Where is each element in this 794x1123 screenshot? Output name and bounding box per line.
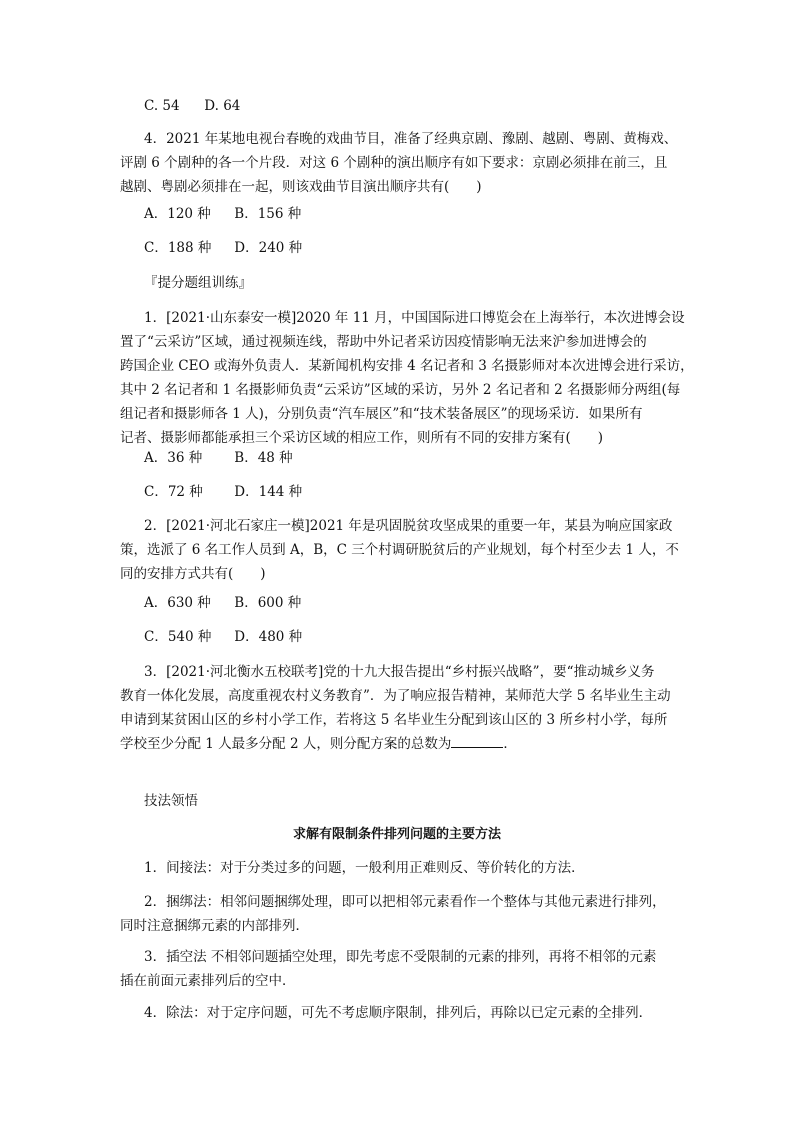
- question-line: 置了“云采访”区域，通过视频连线，帮助中外记者采访因疫情影响无法来沪参加进博会的: [120, 334, 647, 350]
- question-line: 同的安排方式共有( ): [120, 566, 266, 582]
- option-c: C．540 种: [144, 629, 212, 645]
- training-question-3: [120, 660, 682, 756]
- method-line: 同时注意捆绑元素的内部排列．: [120, 918, 309, 934]
- section-heading: 『提分题组训练』: [144, 275, 252, 291]
- training-question-2-options-cd: [144, 627, 302, 647]
- question-line: 记者、摄影师都能承担三个采访区域的相应工作，则所有不同的安排方案有( ): [120, 430, 604, 446]
- question-line: 教育一体化发展，高度重视农村义务教育”．为了响应报告精神，某师范大学 5 名毕业生主动: [120, 688, 671, 704]
- question-4-line: 评剧 6 个剧种的各一个片段．对这 6 个剧种的演出顺序有如下要求：京剧必须排在前三，且: [120, 155, 668, 171]
- question-4-options-cd: [144, 238, 302, 258]
- option-d: D. 64: [204, 98, 241, 114]
- option-d: D．144 种: [234, 484, 303, 500]
- option-b: B．600 种: [234, 595, 302, 611]
- question-line: 策，选派了 6 名工作人员到 A，B，C 三个村调研脱贫后的产业规划，每个村至少去 1 人，不: [120, 542, 679, 558]
- option-d: D．240 种: [234, 240, 303, 256]
- method-item-1: [120, 856, 682, 880]
- question-line: 3．[2021·河北衡水五校联考]党的十九大报告提出“乡村振兴战略”，要“推动城乡义务: [144, 664, 655, 680]
- option-a: A．120 种: [144, 206, 211, 222]
- method-line: 2．捆绑法：相邻问题捆绑处理，即可以把相邻元素看作一个整体与其他元素进行排列，: [144, 894, 666, 910]
- question-line: 其中 2 名记者和 1 名摄影师负责“云采访”区域的采访，另外 2 名记者和 2 名摄影师分两组(每: [120, 382, 681, 398]
- question-line: 申请到某贫困山区的乡村小学工作，若将这 5 名毕业生分配到该山区的 3 所乡村小学，每所: [120, 712, 668, 728]
- prev-question-options: [144, 96, 240, 116]
- question-line: 2．[2021·河北石家庄一模]2021 年是巩固脱贫攻坚成果的重要一年，某县为响应国家政: [144, 518, 673, 534]
- option-c: C. 54: [144, 98, 180, 114]
- question-line: 1．[2021·山东泰安一模]2020 年 11 月，中国国际进口博览会在上海举行，本次进博会设: [144, 310, 685, 326]
- training-question-1-options-cd: [144, 482, 302, 502]
- answer-blank: [451, 733, 503, 748]
- option-d: D．480 种: [234, 629, 303, 645]
- question-line: 跨国企业 CEO 或海外负责人．某新闻机构安排 4 名记者和 3 名摄影师对本次进博会进行采访，: [120, 358, 694, 374]
- training-question-2-options-ab: [144, 593, 301, 613]
- option-a: A．630 种: [144, 595, 211, 611]
- training-question-1-options-ab: [144, 448, 293, 468]
- option-a: A．36 种: [144, 450, 203, 466]
- question-4-line: 越剧、粤剧必须排在一起，则该戏曲节目演出顺序共有( ): [120, 179, 482, 195]
- option-c: C．188 种: [144, 240, 212, 256]
- method-item-2: [120, 890, 682, 938]
- question-line-last: [120, 732, 682, 756]
- method-item-3: [120, 945, 682, 993]
- method-title: 求解有限制条件排列问题的主要方法: [292, 827, 501, 842]
- method-label: 技法领悟: [144, 793, 198, 809]
- option-b: B．156 种: [234, 206, 302, 222]
- method-item-4: [120, 1001, 682, 1025]
- option-c: C．72 种: [144, 484, 203, 500]
- question-end-mark: ．: [503, 736, 517, 752]
- method-line: 4．除法：对于定序问题，可先不考虑顺序限制，排列后，再除以已定元素的全排列．: [144, 1005, 653, 1021]
- training-question-1: [120, 306, 694, 450]
- question-4-options-ab: [144, 204, 301, 224]
- option-b: B．48 种: [234, 450, 293, 466]
- method-line: 3．插空法 不相邻问题插空处理，即先考虑不受限制的元素的排列，再将不相邻的元素: [144, 949, 657, 965]
- question-4-line: 4．2021 年某地电视台春晚的戏曲节目，准备了经典京剧、豫剧、越剧、粤剧、黄梅戏、: [144, 131, 678, 147]
- method-line: 1．间接法：对于分类过多的问题，一般利用正难则反、等价转化的方法．: [144, 860, 585, 876]
- method-line: 插在前面元素排列后的空中．: [120, 973, 296, 989]
- question-text: 学校至少分配 1 人最多分配 2 人，则分配方案的总数为: [120, 736, 452, 752]
- question-line: 组记者和摄影师各 1 人)，分别负责“汽车展区”和“技术装备展区”的现场采访．如果所有: [120, 406, 643, 422]
- training-question-2: [120, 514, 682, 586]
- question-4: [120, 127, 682, 199]
